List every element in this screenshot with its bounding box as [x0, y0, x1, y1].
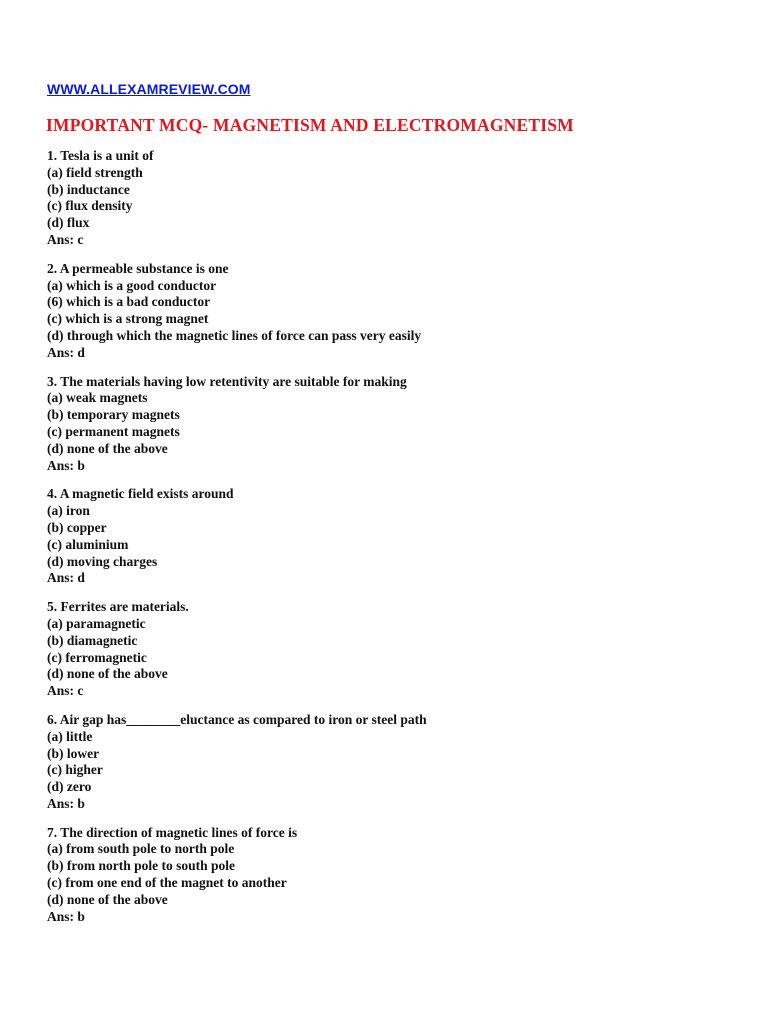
option-b: (6) which is a bad conductor — [47, 294, 211, 310]
option-a: (a) which is a good conductor — [47, 277, 217, 293]
option-b: (b) lower — [47, 745, 100, 761]
question-block — [47, 374, 747, 475]
option-c: (c) aluminium — [47, 536, 129, 552]
option-d: (d) moving charges — [47, 553, 158, 569]
site-link[interactable]: WWW.ALLEXAMREVIEW.COM — [47, 81, 251, 97]
option-b: (b) from north pole to south pole — [47, 858, 236, 874]
option-d: (d) zero — [47, 779, 92, 795]
option-b: (b) diamagnetic — [47, 632, 138, 648]
option-a: (a) little — [47, 728, 93, 744]
answer-text: Ans: b — [47, 908, 85, 924]
question-text: 4. A magnetic field exists around — [47, 486, 234, 502]
option-d: (d) through which the magnetic lines of force can pass very easily — [47, 327, 422, 343]
option-c: (c) ferromagnetic — [47, 649, 147, 665]
option-a: (a) field strength — [47, 164, 143, 180]
option-a: (a) from south pole to north pole — [47, 841, 235, 857]
answer-text: Ans: d — [47, 570, 85, 586]
option-d: (d) flux — [47, 215, 90, 231]
page-title: IMPORTANT MCQ- MAGNETISM AND ELECTROMAGNETISM — [46, 115, 574, 135]
question-block — [47, 486, 747, 587]
question-block — [47, 599, 747, 700]
option-d: (d) none of the above — [47, 440, 168, 456]
option-a: (a) weak magnets — [47, 390, 148, 406]
answer-text: Ans: b — [47, 457, 85, 473]
question-block — [47, 148, 747, 249]
answer-text: Ans: d — [47, 344, 85, 360]
option-c: (c) permanent magnets — [47, 423, 180, 439]
question-text: 5. Ferrites are materials. — [47, 599, 189, 615]
option-a: (a) paramagnetic — [47, 615, 146, 631]
option-b: (b) inductance — [47, 181, 130, 197]
question-text: 1. Tesla is a unit of — [47, 148, 154, 163]
question-list — [47, 148, 747, 937]
option-c: (c) which is a strong magnet — [47, 311, 209, 327]
option-c: (c) flux density — [47, 198, 133, 214]
option-b: (b) temporary magnets — [47, 407, 180, 423]
question-block — [47, 825, 747, 926]
answer-text: Ans: c — [47, 231, 84, 247]
question-text: 3. The materials having low retentivity are suitable for making — [47, 373, 407, 389]
option-c: (c) higher — [47, 762, 103, 778]
option-d: (d) none of the above — [47, 666, 168, 682]
question-block — [47, 712, 747, 813]
option-a: (a) iron — [47, 503, 90, 519]
option-b: (b) copper — [47, 519, 107, 535]
question-text: 6. Air gap has________eluctance as compared to iron or steel path — [47, 711, 427, 727]
option-d: (d) none of the above — [47, 891, 168, 907]
answer-text: Ans: c — [47, 683, 84, 699]
question-text: 7. The direction of magnetic lines of force is — [47, 824, 298, 840]
question-block — [47, 261, 747, 362]
question-text: 2. A permeable substance is one — [47, 260, 229, 276]
answer-text: Ans: b — [47, 795, 85, 811]
option-c: (c) from one end of the magnet to another — [47, 875, 287, 891]
